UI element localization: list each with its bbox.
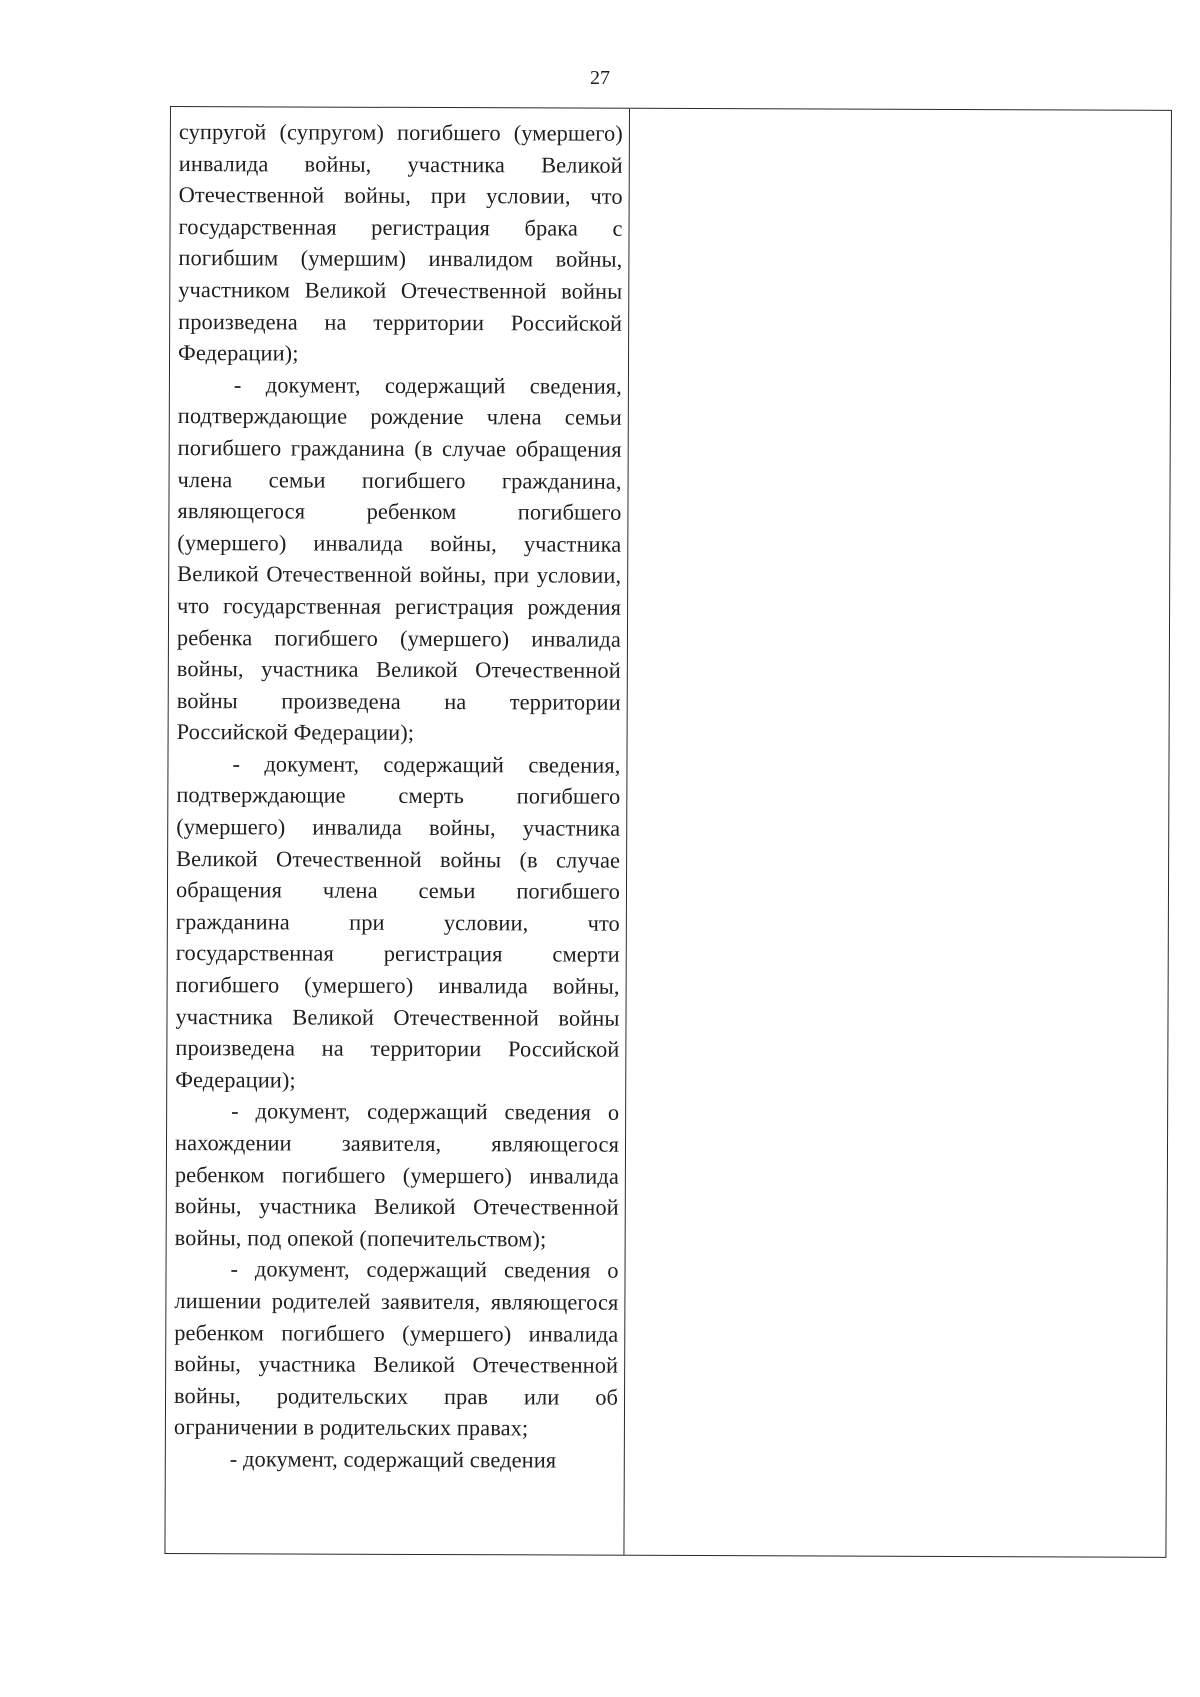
paragraph-birth-document: - документ, содержащий сведения, подтверждающие рождение члена семьи погибшего гражданина (в случае обращения члена семьи погибшего гражданина, являющегося ребенком погибшего (умершего) инвалида войны, участника Великой Отечественной войны, при условии, что государственная регистрация рождения ребенка погибшего (умершего) инвалида войны, участника Великой Отечественной войны произведена на территории Российской Федерации); <box>176 371 622 746</box>
paragraph-parental-rights-document: - документ, содержащий сведения о лишении родителей заявителя, являющегося ребенком погибшего (умершего) инвалида войны, участника Великой Отечественной войны, родительских прав или об ограничении в родительских правах; <box>173 1256 619 1441</box>
document-table <box>164 106 1172 1558</box>
paragraph-death-document: - документ, содержащий сведения, подтверждающие смерть погибшего (умершего) инвалида войны, участника Великой Отечественной войны (в случае обращения члена семьи погибшего гражданина при условии, что государственная регистрация смерти погибшего (умершего) инвалида войны, участника Великой Отечественной войны произведена на территории Российской Федерации); <box>175 751 621 1093</box>
table-cell-left <box>166 107 629 1476</box>
paragraph-document-continued: - документ, содержащий сведения <box>229 1446 557 1473</box>
paragraph-spouse-continuation: супругой (супругом) погибшего (умершего) инвалида войны, участника Великой Отечественной войны, при условии, что государственная регистрация брака с погибшим (умершим) инвалидом войны, участником Великой Отечественной войны произведена на территории Российской Федерации); <box>178 119 623 366</box>
page-number: 27 <box>590 67 610 89</box>
table-cell-right <box>625 109 1171 1557</box>
paragraph-guardianship-document: - документ, содержащий сведения о нахождении заявителя, являющегося ребенком погибшего (умершего) инвалида войны, участника Великой Отечественной войны, под опекой (попечительством); <box>174 1098 620 1252</box>
